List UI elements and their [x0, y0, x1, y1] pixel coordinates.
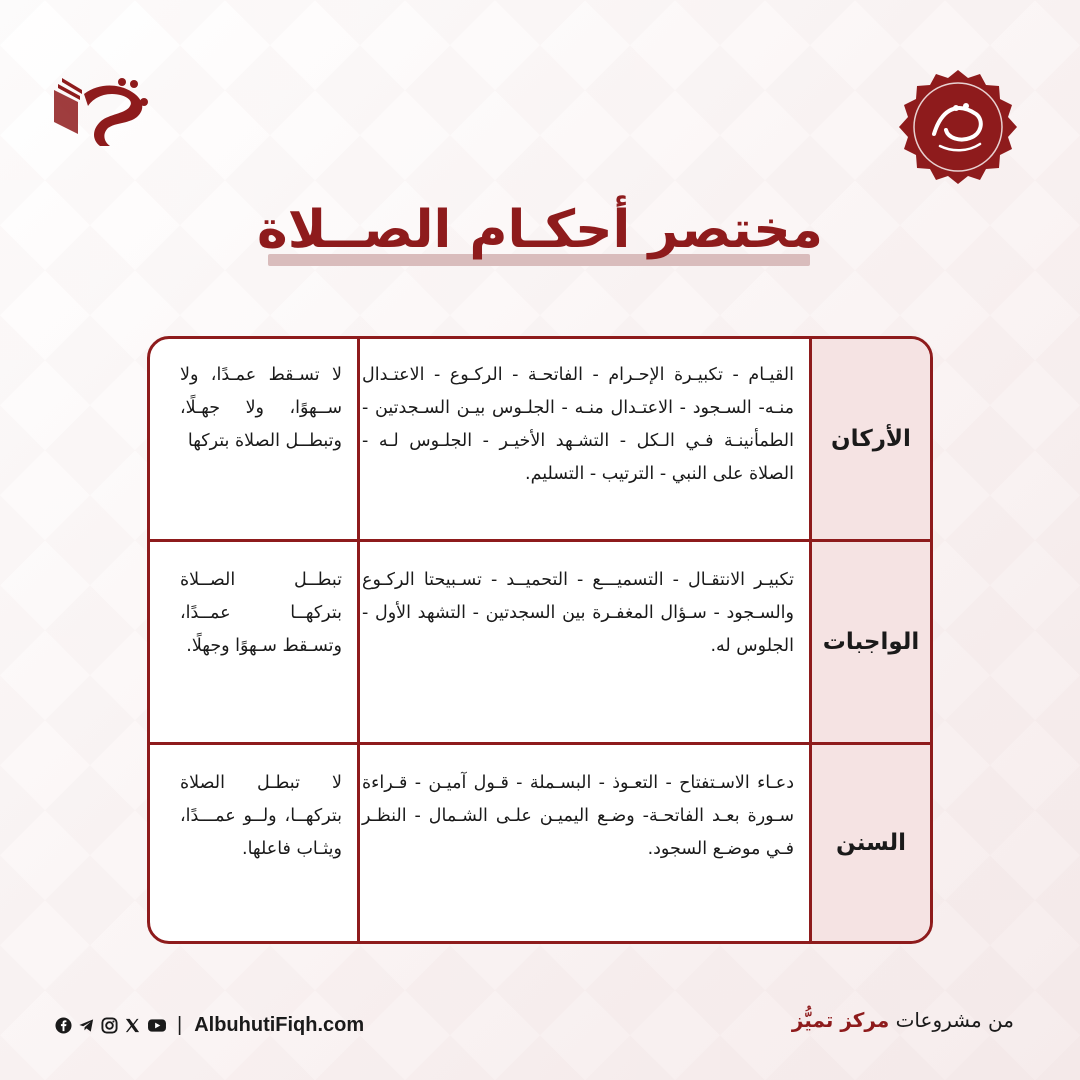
footer-separator: | [177, 1013, 183, 1036]
footer-brand: مركز تميُّز [791, 1008, 890, 1032]
albuhuti-seal-logo [896, 68, 1020, 192]
row-head-wajibat: الواجبات [822, 629, 920, 655]
site-link[interactable]: AlbuhutiFiqh.com [194, 1013, 365, 1036]
tamayuz-logo [50, 72, 155, 152]
row-ruling-arkan: لا تسـقط عمـدًا، ولا ســهوًا، ولا جهـلًا، وتبطــل الصلاة بتركها [180, 365, 342, 451]
row-ruling-wajibat: تبطــل الصــلاة بتركهــا عمــدًا، وتسـقط سـهوًا وجهلًا. [180, 570, 342, 656]
youtube-icon[interactable] [147, 1017, 167, 1034]
row-head-arkan: الأركان [831, 426, 911, 452]
column-divider [357, 339, 360, 941]
footer-prefix: من مشروعات [895, 1008, 1014, 1032]
x-icon[interactable] [124, 1017, 141, 1034]
facebook-icon[interactable] [55, 1017, 72, 1034]
row-description-sunan: دعـاء الاسـتفتاح - التعـوذ - البسـملة - قـول آميـن - قـراءة سـورة بعـد الفاتحـة- وضـع اليميـن علـى الشـمال - النظـر فـي موضـع السجود. [362, 773, 794, 859]
row-description-wajibat: تكبيـر الانتقـال - التسميـــع - التحميــد - تسـبيحتا الركـوع والسـجود - سـؤال المغفـرة بين السجدتين - التشهد الأول - الجلوس له. [362, 570, 794, 656]
instagram-icon[interactable] [101, 1017, 118, 1034]
footer-credit [792, 1008, 1014, 1032]
rulings-table [147, 336, 933, 944]
footer-links [55, 1012, 364, 1038]
telegram-icon[interactable] [78, 1017, 95, 1034]
page-title: مختصر أحكـام الصــلاة [257, 200, 823, 260]
row-head-sunan: السنن [836, 830, 907, 856]
row-description-arkan: القيـام - تكبيـرة الإحـرام - الفاتحـة - الركـوع - الاعتـدال منـه- السـجود - الاعتـدال منـه - الجلـوس بيـن السـجدتين - الطمأنينـة فـي الـكل - التشـهد الأخيـر - الجلـوس لـه - الصلاة على النبي - الترتيب - التسليم. [362, 365, 794, 484]
row-ruling-sunan: لا تبطـل الصلاة بتركهــا، ولــو عمـــدًا، ويثـاب فاعلها. [180, 773, 342, 859]
